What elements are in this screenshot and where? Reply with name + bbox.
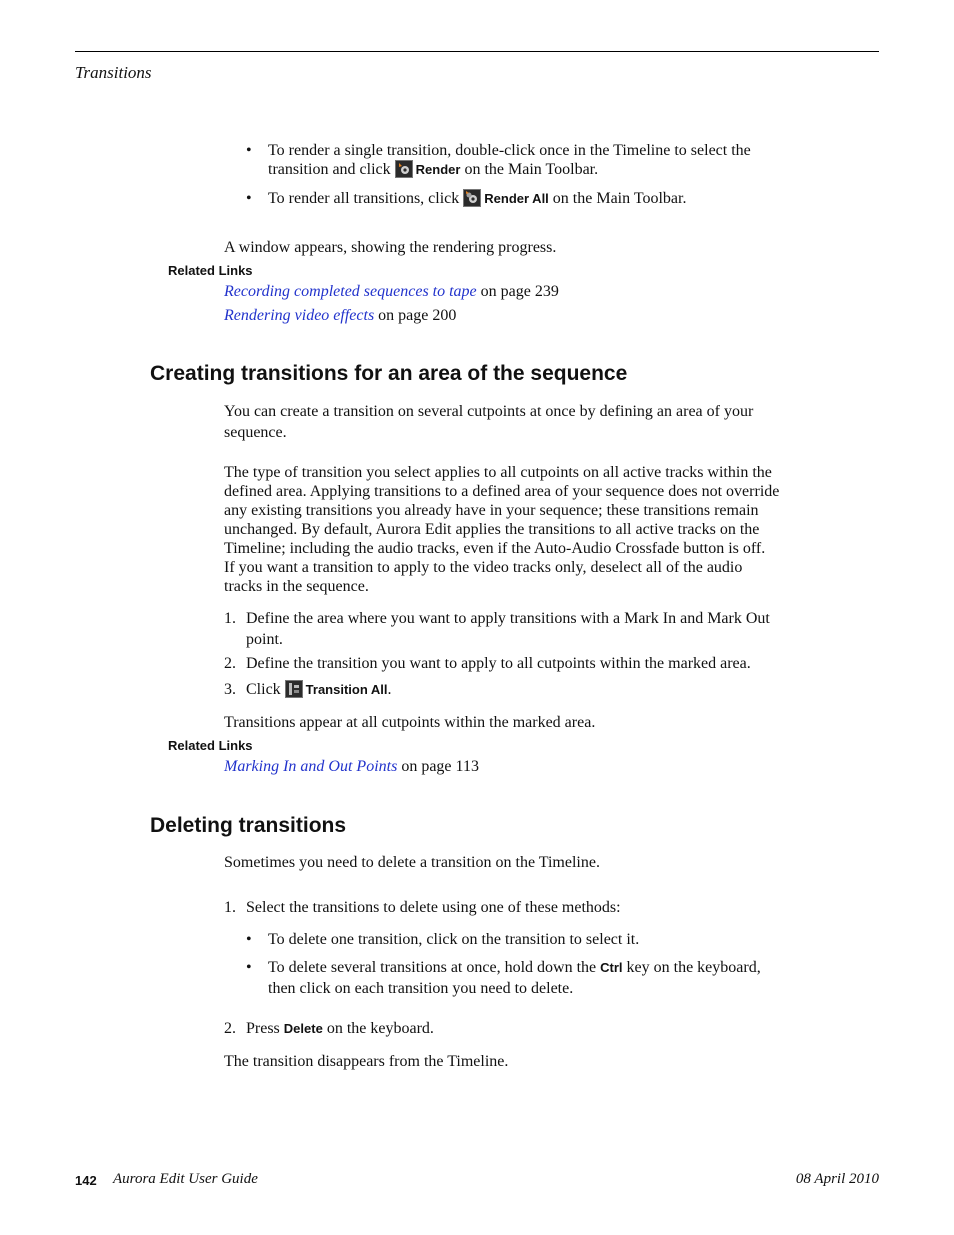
step-text: . [387,681,392,698]
paragraph-line: any existing transitions you already have in your sequence; these transitions remain [224,502,759,519]
area-intro-line: You can create a transition on several cutpoints at once by defining an area of your [224,403,754,420]
related-link-item [224,282,559,301]
link-page-ref: on page 113 [397,758,479,775]
bullet-marker: • [246,931,252,948]
page-number: 142 [75,1173,97,1188]
step-text: point. [246,631,283,648]
related-link-item [224,306,456,325]
step-number: 1. [224,899,236,916]
bullet-marker: • [246,190,252,207]
transition-all-button-label: Transition All [305,682,388,697]
step-text: Define the area where you want to apply transitions with a Mark In and Mark Out [246,610,770,627]
transition-all-icon [285,680,303,698]
bullet-marker: • [246,142,252,159]
render-all-icon [463,189,481,207]
step-number: 1. [224,610,236,627]
link-page-ref: on page 239 [476,283,559,300]
render-all-button-label: Render All [484,191,549,206]
bullet-text: on the Main Toolbar. [548,190,687,207]
bullet-text: transition and click [268,161,395,178]
bullet-text: on the Main Toolbar. [460,161,599,178]
bullet-text: then click on each transition you need to delete. [268,980,574,997]
footer-date: 08 April 2010 [795,1171,879,1187]
area-paragraph [224,463,779,596]
delete-result: The transition disappears from the Timeline. [224,1053,509,1070]
render-result: A window appears, showing the rendering progress. [224,239,557,256]
bullet-text: To render a single transition, double-click once in the Timeline to select the [268,142,751,159]
render-button-label: Render [415,162,461,177]
area-intro [224,401,753,443]
step-text: Click [246,681,285,698]
paragraph-line: If you want a transition to apply to the video tracks only, deselect all of the audio [224,559,743,576]
delete-key-label: Delete [283,1021,323,1036]
link-marking-in-out-points[interactable]: Marking In and Out Points [224,758,398,775]
related-links-label: Related Links [168,263,253,278]
related-link-item [224,757,479,776]
bullet-text: key on the keyboard, [622,959,761,976]
render-icon [395,160,413,178]
paragraph-line: defined area. Applying transitions to a defined area of your sequence does not override [224,483,780,500]
running-header: Transitions [75,63,152,82]
step-text: Select the transitions to delete using one of these methods: [246,899,621,916]
paragraph-line: Timeline; including the audio tracks, even if the Auto-Audio Crossfade button is off. [224,540,766,557]
area-intro-line: sequence. [224,424,287,441]
step-number: 3. [224,681,236,698]
paragraph-line: tracks in the sequence. [224,578,369,595]
area-result: Transitions appear at all cutpoints within the marked area. [224,714,596,731]
footer-guide-title: Aurora Edit User Guide [113,1171,258,1187]
step-number: 2. [224,1020,236,1037]
header-rule [75,51,879,52]
step-number: 2. [224,655,236,672]
related-links-label: Related Links [168,738,253,753]
heading-creating-transitions: Creating transitions for an area of the sequence [150,362,628,385]
ctrl-key-label: Ctrl [600,960,623,975]
heading-deleting-transitions: Deleting transitions [150,814,347,837]
link-rendering-video-effects[interactable]: Rendering video effects [224,307,375,324]
delete-intro: Sometimes you need to delete a transition on the Timeline. [224,854,600,871]
step-text: on the keyboard. [322,1020,434,1037]
bullet-text: To render all transitions, click [268,190,464,207]
paragraph-line: unchanged. By default, Aurora Edit applies the transitions to all active tracks on the [224,521,760,538]
bullet-text: To delete several transitions at once, hold down the [268,959,601,976]
bullet-marker: • [246,959,252,976]
step-text: Define the transition you want to apply to all cutpoints within the marked area. [246,655,751,672]
link-recording-sequences[interactable]: Recording completed sequences to tape [224,283,477,300]
paragraph-line: The type of transition you select applies to all cutpoints on all active tracks within the [224,464,772,481]
bullet-text: To delete one transition, click on the transition to select it. [268,931,640,948]
link-page-ref: on page 200 [374,307,457,324]
step-text: Press [246,1020,284,1037]
